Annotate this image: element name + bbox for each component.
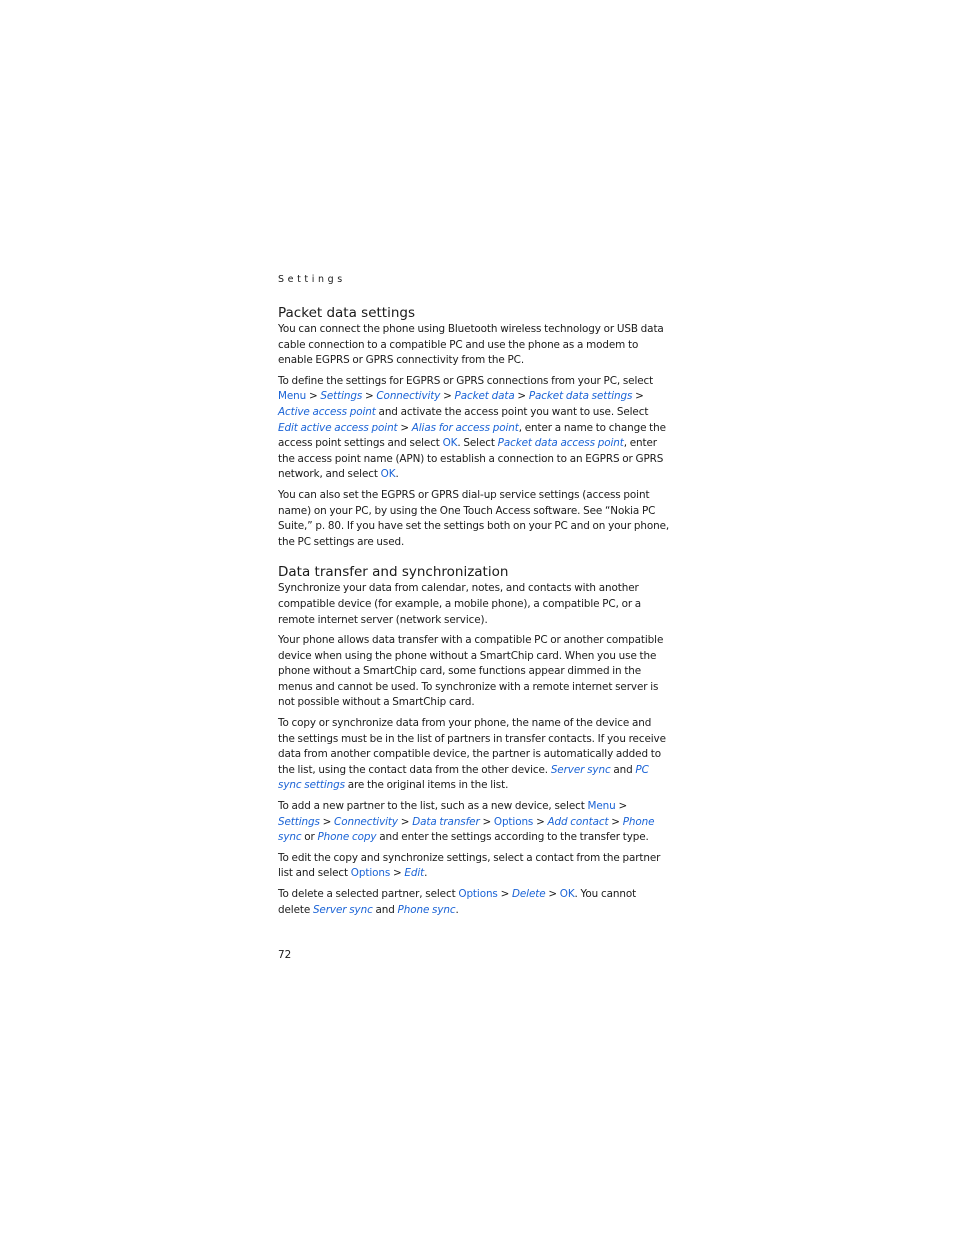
- section-heading-data-transfer: Data transfer and synchronization: [278, 564, 509, 581]
- paragraph: To add a new partner to the list, such as a new device, select Menu > Settings > Connectivity > Data transfer > Options > Add contact > Phone sync or Phone copy and enter the settings according to the transfer type.: [278, 800, 655, 844]
- key-options: Options: [493, 815, 534, 828]
- menu-item-packet-data-settings: Packet data settings: [528, 390, 633, 403]
- key-options: Options: [458, 888, 498, 900]
- running-head: Settings: [278, 274, 346, 285]
- menu-item-edit-active-access-point: Edit active access point: [278, 421, 398, 434]
- paragraph: Your phone allows data transfer with a compatible PC or another compatible device when using the phone without a SmartChip card. When you use the phone without a SmartChip card, some functions appear dimmed in the menus and cannot be used. To synchronize with a remote internet server is not possible without a SmartChip card.: [278, 634, 664, 709]
- menu-item-connectivity: Connectivity: [334, 815, 398, 828]
- paragraph: You can also set the EGPRS or GPRS dial-up service settings (access point name) on your PC, by using the One Touch Access software. See “Nokia PC Suite,” p. 80. If you have set the settings both on your PC and on your phone, the PC settings are used.: [278, 488, 670, 548]
- menu-item-delete: Delete: [511, 888, 546, 900]
- menu-key: Menu: [278, 390, 307, 403]
- menu-item-edit: Edit: [404, 867, 425, 880]
- menu-item-pc-sync-settings: PC sync settings: [278, 763, 649, 792]
- menu-item-packet-data: Packet data: [454, 390, 515, 403]
- section-heading-packet-data: Packet data settings: [278, 305, 415, 321]
- menu-item-settings: Settings: [320, 390, 363, 403]
- paragraph: You can connect the phone using Bluetooth wireless technology or USB data cable connection to a compatible PC and use the phone as a modem to enable EGPRS or GPRS connectivity from the PC.: [278, 323, 664, 367]
- paragraph: To delete a selected partner, select Options > Delete > OK. You cannot delete Server sync and Phone sync.: [278, 888, 637, 916]
- menu-item-server-sync: Server sync: [550, 763, 611, 776]
- menu-item-data-transfer: Data transfer: [412, 815, 480, 828]
- key-options: Options: [350, 867, 391, 880]
- paragraph: To define the settings for EGPRS or GPRS connections from your PC, select Menu > Settings > Connectivity > Packet data > Packet data settings > Active access point and activate the access point you want to use. Select Edit active access point > Alias for access point, enter a name to change the access point settings and select OK. Select Packet data access point, enter the access point name (APN) to establish a connection to an EGPRS or GPRS network, and select OK.: [278, 374, 666, 481]
- menu-item-phone-sync: Phone sync: [278, 815, 655, 844]
- key-ok: OK: [380, 468, 396, 481]
- page-content: [278, 272, 670, 923]
- menu-item-connectivity: Connectivity: [376, 390, 441, 403]
- menu-item-phone-copy: Phone copy: [317, 831, 377, 844]
- menu-item-phone-sync: Phone sync: [397, 903, 456, 916]
- page-number: 72: [278, 949, 292, 961]
- menu-item-settings: Settings: [278, 815, 320, 828]
- menu-item-alias-for-access-point: Alias for access point: [411, 421, 519, 434]
- paragraph: To copy or synchronize data from your phone, the name of the device and the settings must be in the list of partners in transfer contacts. If you receive data from another compatible device, the partner is automatically added to the list, using the contact data from the other device. Server sync and PC sync settings are the original items in the list.: [278, 717, 666, 792]
- paragraph: Synchronize your data from calendar, notes, and contacts with another compatible device (for example, a mobile phone), a compatible PC, or a remote internet server (network service).: [278, 582, 642, 626]
- key-ok: OK: [442, 437, 458, 450]
- key-ok: OK: [559, 888, 575, 900]
- paragraph: To edit the copy and synchronize settings, select a contact from the partner list and select Options > Edit.: [278, 851, 661, 880]
- menu-item-packet-data-access-point: Packet data access point: [497, 437, 624, 450]
- menu-item-active-access-point: Active access point: [278, 405, 376, 418]
- menu-key: Menu: [587, 800, 616, 813]
- menu-item-add-contact: Add contact: [547, 815, 609, 828]
- menu-item-server-sync: Server sync: [312, 903, 373, 916]
